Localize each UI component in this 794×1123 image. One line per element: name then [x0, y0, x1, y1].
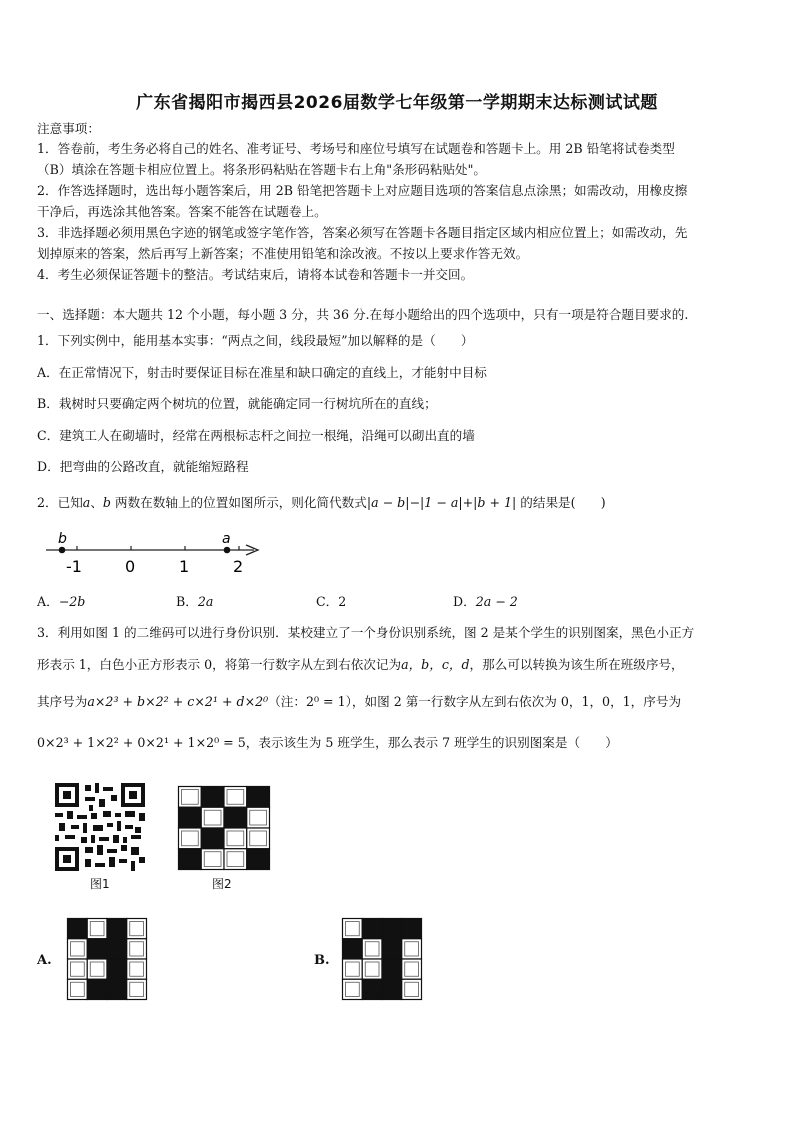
question-1-option-c: C．建筑工人在砌墙时，经常在两根标志杆之间拉一根绳，沿绳可以砌出直的墙: [37, 428, 475, 443]
question-3-line-1: 3．利用如图 1 的二维码可以进行身份识别．某校建立了一个身份识别系统，图 2 是某个学生的识别图案，黑色小正方: [37, 625, 695, 640]
choice-a-cell: [107, 919, 127, 939]
q3-choice-a-grid: [66, 917, 148, 1001]
tick-label: 2: [233, 557, 244, 576]
question-3-line-3: [37, 693, 759, 711]
q3-line2-pre: 形表示 1，白色小正方形表示 0，将第一行数字从左到右依次记为: [37, 657, 402, 672]
point-b-marker: [59, 547, 66, 554]
notice-heading: 注意事项：: [37, 121, 100, 136]
figure-2-cell: [201, 787, 224, 808]
choice-a-cell: [87, 979, 107, 999]
choice-a-cell: [107, 959, 127, 979]
choice-b-cell: [382, 939, 402, 959]
figure-2-cell: [179, 849, 202, 870]
q2-option-c-value: 2: [338, 594, 347, 609]
q3-choice-a-label: A.: [37, 953, 52, 968]
notice-line: 干净后，再选涂其他答案。答案不能答在试题卷上。: [37, 204, 327, 219]
point-b-label: b: [58, 531, 67, 547]
question-3-line-2: [37, 656, 759, 674]
tick-label: -1: [66, 557, 82, 576]
notice-line: 4．考生必须保证答题卡的整洁。考试结束后，请将本试卷和答题卡一并交回。: [37, 267, 474, 282]
tick-label: 1: [179, 557, 190, 576]
q3-choice-b-label: B.: [314, 953, 330, 968]
q2-option-b-label: B．: [176, 594, 198, 609]
question-1-option-b: B．栽树时只要确定两个树坑的位置，就能确定同一行树坑所在的直线；: [37, 396, 437, 411]
point-a-label: a: [222, 531, 231, 547]
notice-line: 3．非选择题必须用黑色字迹的钢笔或签字笔作答，答案必须写在答题卡各题目指定区域内相应位置上；如需改动，先: [37, 225, 688, 240]
figure-2-grid: [177, 785, 271, 871]
notice-line: 划掉原来的答案，然后再写上新答案；不准使用铅笔和涂改液。不按以上要求作答无效。: [37, 246, 529, 261]
point-a-marker: [224, 547, 231, 554]
q2-var-b: b: [102, 495, 111, 510]
choice-b-cell: [362, 979, 382, 999]
choice-b-cell: [362, 919, 382, 939]
q3-line3-pre: 其序号为: [37, 694, 88, 709]
q2-option-b: [176, 593, 316, 611]
figure-1-caption: 图1: [90, 877, 110, 891]
q3-line4-post: ，表示该生为 5 班学生，那么表示 7 班学生的识别图案是（ ）: [245, 735, 618, 750]
choice-b-cell: [382, 919, 402, 939]
question-3-line-4: [37, 734, 759, 752]
qr-code-figure-1: [55, 783, 145, 871]
choice-a-cell: [68, 919, 88, 939]
question-1-option-d: D．把弯曲的公路改直，就能缩短路程: [37, 459, 249, 474]
q2-stem-post: 的结果是( ): [516, 495, 606, 510]
figure-2-cell: [179, 807, 202, 828]
figure-2-cell: [247, 849, 270, 870]
question-2-stem: [37, 494, 759, 512]
choice-a-cell: [107, 979, 127, 999]
q2-option-c: [316, 593, 456, 611]
q3-line2-vars: a，b，c，d: [401, 657, 470, 672]
question-1-stem: 1．下列实例中，能用基本实事：“两点之间，线段最短”加以解释的是（ ）: [37, 333, 474, 348]
q2-option-c-label: C．: [316, 594, 339, 609]
q2-option-a-value: −2b: [58, 594, 86, 609]
notice-line: 1．答卷前，考生务必将自己的姓名、准考证号、考场号和座位号填写在试题卷和答题卡上。用 2B 铅笔将试卷类型: [37, 141, 675, 156]
q3-line2-post: ，那么可以转换为该生所在班级序号，: [469, 657, 684, 672]
choice-a-cell: [107, 939, 127, 959]
figure-2-caption: 图2: [212, 877, 232, 891]
choice-b-cell: [382, 959, 402, 979]
q2-option-a: [37, 593, 177, 611]
question-1-option-a: A．在正常情况下，射击时要保证目标在准星和缺口确定的直线上，才能射中目标: [37, 365, 487, 380]
number-line-figure: [40, 528, 280, 578]
figure-2-cell: [201, 828, 224, 849]
q2-option-d: [453, 593, 613, 611]
q3-line4-formula: 0×2³ + 1×2² + 0×2¹ + 1×2⁰ = 5: [37, 735, 246, 750]
q2-option-b-value: 2a: [197, 594, 214, 609]
q2-sep: 、: [90, 495, 103, 510]
q2-stem-mid: 两数在数轴上的位置如图所示，则化简代数式: [110, 495, 367, 510]
q3-line3-note: （注：2⁰ = 1），如图 2 第一行数字从左到右依次为 0，1，0，1，序号为: [268, 694, 682, 709]
q2-expression: |a − b|−|1 − a|+|b + 1|: [366, 495, 517, 510]
q2-option-d-label: D．: [453, 594, 476, 609]
choice-b-cell: [343, 939, 363, 959]
tick-label: 0: [125, 557, 136, 576]
q2-option-a-label: A．: [37, 594, 59, 609]
section-heading: 一、选择题：本大题共 12 个小题，每小题 3 分，共 36 分.在每小题给出的四个选项中，只有一项是符合题目要求的.: [37, 307, 689, 322]
q3-line3-formula: a×2³ + b×2² + c×2¹ + d×2⁰: [87, 694, 269, 709]
q2-var-a: a: [82, 495, 91, 510]
choice-a-cell: [87, 939, 107, 959]
notice-line: （B）填涂在答题卡相应位置上。将条形码粘贴在答题卡右上角"条形码粘贴处"。: [37, 162, 487, 177]
figure-2-cell: [224, 807, 247, 828]
notice-line: 2．作答选择题时，选出每小题答案后，用 2B 铅笔把答题卡上对应题目选项的答案信息点涂黑；如需改动，用橡皮擦: [37, 183, 688, 198]
page-title: 广东省揭阳市揭西县2026届数学七年级第一学期期末达标测试试题: [136, 93, 658, 113]
choice-b-cell: [382, 979, 402, 999]
q2-stem-pre: 2．已知: [37, 495, 83, 510]
q2-option-d-value: 2a − 2: [475, 594, 518, 609]
figure-2-cell: [247, 787, 270, 808]
q3-choice-b-grid: [341, 917, 423, 1001]
choice-b-cell: [402, 919, 422, 939]
